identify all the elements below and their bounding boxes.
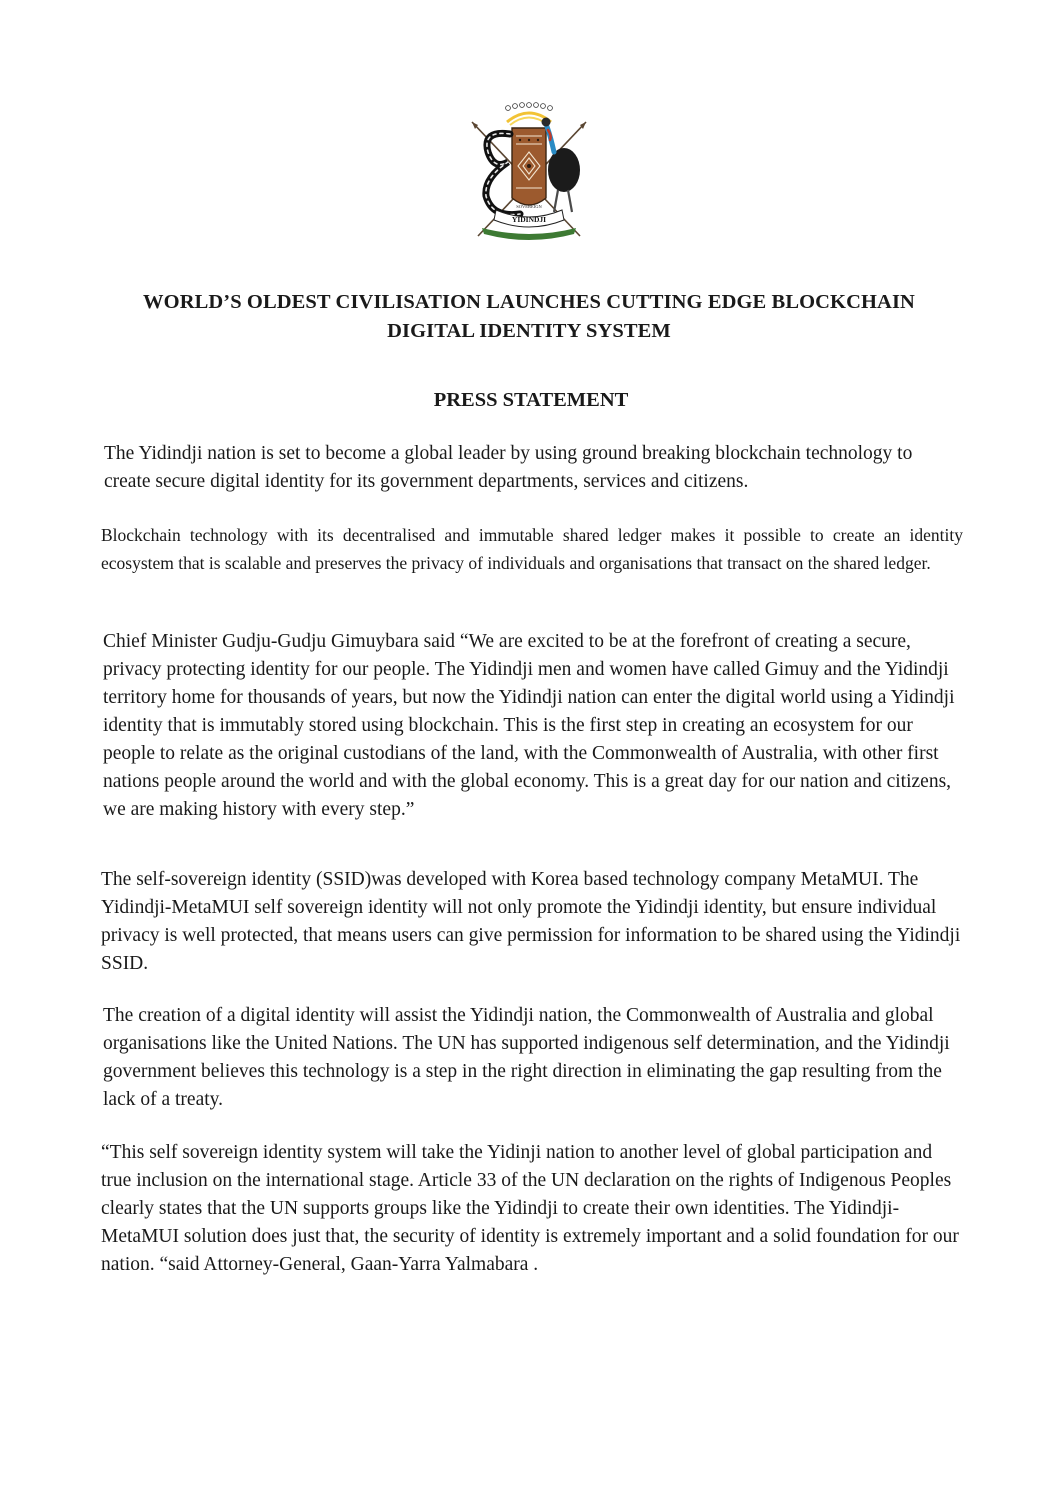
paragraph-chief-minister-quote: Chief Minister Gudju-Gudju Gimuybara said “We are excited to be at the forefront of creating a secure, privacy protecting identity for our people. The Yidindji men and women have called Gimuy and the Yidindji territory home for thousands of years, but now the Yidindji nation can enter the digital world using a Yidindji identity that is immutably stored using blockchain. This is the first step in creating an ecosystem for our people to relate as the original custodians of the land, with the Commonwealth of Australia, with other first nations people around the world and with the global economy. This is a great day for our nation and citizens, we are making history with every step.”	[103, 631, 955, 820]
paragraph-attorney-general-quote: “This self sovereign identity system will take the Yidinji nation to another level of global participation and true inclusion on the international stage. Article 33 of the UN declaration on the rights of Indigenous Peoples clearly states that the UN supports groups like the Yidindji to create their own identities. The Yidindji-MetaMUI solution does just that, the security of identity is extremely important and a solid foundation for our nation. “said Attorney-General, Gaan-Yarra Yalmabara .	[101, 1142, 959, 1275]
crest-banner-main: YIDINDJI	[511, 215, 547, 224]
paragraph-digital-identity: The creation of a digital identity will assist the Yidindji nation, the Commonwealth of Australia and global organisations like the United Nations. The UN has supported indigenous self determination, and the Yidindji government believes this technology is a step in the right direction in eliminating the gap resulting from the lack of a treaty.	[103, 1005, 950, 1110]
yidindji-coat-of-arms-icon	[462, 100, 596, 240]
press-statement-heading: PRESS STATEMENT	[433, 389, 629, 411]
crest-banner-small: SOVEREIGN	[516, 204, 542, 209]
document-title-line1: WORLD’S OLDEST CIVILISATION LAUNCHES CUTTING EDGE BLOCKCHAIN	[143, 291, 915, 313]
document-title	[100, 288, 958, 346]
paragraph-intro: The Yidindji nation is set to become a global leader by using ground breaking blockchain technology to create secure digital identity for its government departments, services and citizens.	[104, 443, 913, 492]
document-title-line2: DIGITAL IDENTITY SYSTEM	[387, 320, 671, 342]
paragraph-blockchain: Blockchain technology with its decentralised and immutable shared ledger makes it possible to create an identity ecosystem that is scalable and preserves the privacy of individuals and organisations that transact on the shared ledger.	[101, 525, 963, 573]
paragraph-ssid: The self-sovereign identity (SSID)was developed with Korea based technology company MetaMUI. The Yidindji-MetaMUI self sovereign identity will not only promote the Yidindji identity, but ensure individual privacy is well protected, that means users can give permission for information to be shared using the Yidindji SSID.	[101, 869, 961, 974]
